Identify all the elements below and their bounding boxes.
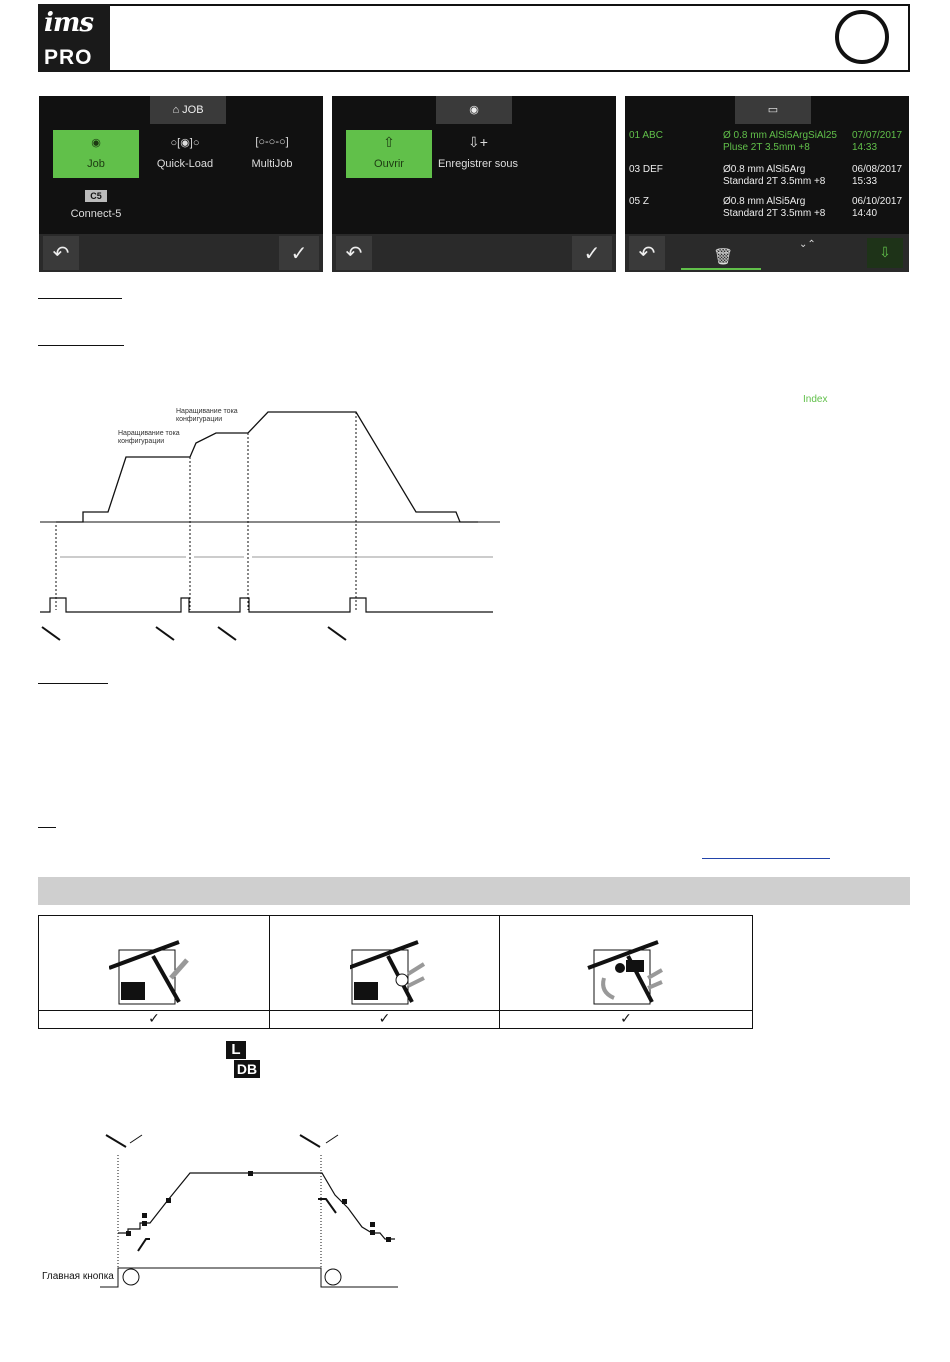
tile-connect5-label: Connect-5 — [70, 208, 122, 220]
heading-underline-1 — [38, 298, 122, 299]
tile-quick-load[interactable] — [143, 130, 227, 178]
heading-underline-4 — [38, 827, 56, 828]
confirm-button[interactable]: ✓ — [572, 236, 612, 270]
screen-job-menu — [39, 96, 323, 272]
connect5-badge: C5 — [85, 190, 107, 202]
annotation-ramp-2: Наращивание тока конфигурации — [176, 408, 238, 423]
target-icon: ◉ — [91, 137, 101, 149]
tab-job[interactable]: ⌂ JOB — [150, 96, 226, 124]
brand-logo — [38, 4, 110, 72]
check-mark: ✓ — [620, 1011, 632, 1027]
bottom-bar — [39, 234, 323, 272]
tile-quick-load-label: Quick-Load — [156, 158, 214, 170]
job-desc: Ø0.8 mm AlSi5Arg Standard 2T 3.5mm +8 — [723, 196, 826, 219]
job-date: 06/08/2017 15:33 — [852, 164, 903, 187]
torch-icon — [109, 938, 209, 1008]
tile-save-as[interactable] — [436, 130, 520, 178]
tile-open[interactable] — [346, 130, 432, 178]
section-bar — [38, 877, 910, 905]
target-icon: ◉ — [469, 104, 479, 116]
torch-cell-3 — [499, 915, 753, 1011]
link-underline[interactable] — [702, 858, 830, 859]
folder-icon: ▭ — [767, 104, 779, 116]
quick-load-icon: ○[◉]○ — [170, 137, 200, 149]
job-desc: Ø0.8 mm AlSi5Arg Standard 2T 3.5mm +8 — [723, 164, 826, 187]
torch-icon — [586, 938, 686, 1008]
page-header — [38, 4, 910, 72]
main-button-timing-diagram — [100, 1125, 410, 1295]
job-id: 05 Z — [629, 196, 650, 207]
save-as-icon: ⇩+ — [468, 134, 488, 150]
main-button-label: Главная кнопка — [42, 1271, 114, 1282]
annotation-ramp-1: Наращивание тока конфигурации — [118, 430, 180, 445]
list-icon — [681, 268, 761, 270]
tile-open-label: Ouvrir — [374, 158, 404, 170]
tab-folder[interactable] — [735, 96, 811, 124]
bottom-bar — [625, 234, 909, 405]
sort-arrows-icon[interactable]: ⌄⌃ — [799, 239, 816, 250]
back-button[interactable]: ↶ — [336, 236, 372, 270]
tile-multijob-label: MultiJob — [251, 158, 293, 170]
tile-multijob[interactable] — [229, 130, 315, 178]
back-button[interactable]: ↶ — [43, 236, 79, 270]
confirm-button[interactable]: ✓ — [279, 236, 319, 270]
job-id: 03 DEF — [629, 164, 663, 175]
job-date: 07/07/2017 14:33 — [852, 130, 903, 153]
logo-bottom-text: PRO — [44, 46, 93, 69]
back-button[interactable]: ↶ — [629, 236, 665, 270]
torch-trigger-icon — [42, 627, 346, 640]
tile-job-label: Job — [87, 158, 105, 170]
torch-press-icon — [106, 1135, 338, 1147]
folder-open-icon: ⇧ — [383, 134, 395, 150]
torch-compat-table — [38, 915, 753, 1029]
check-cell-2 — [269, 1010, 500, 1029]
index-label[interactable]: Index — [803, 394, 828, 405]
heading-underline-2 — [38, 345, 124, 346]
torch-cell-1 — [38, 915, 270, 1011]
tile-connect5[interactable] — [53, 184, 139, 228]
torch-cell-2 — [269, 915, 500, 1011]
check-mark: ✓ — [148, 1011, 160, 1027]
tab-target[interactable] — [436, 96, 512, 124]
multijob-icon: [○-○-○] — [255, 136, 289, 148]
tile-job[interactable] — [53, 130, 139, 178]
logo-top-text: ims — [44, 8, 94, 38]
screen-job-list — [625, 96, 909, 405]
check-cell-3 — [499, 1010, 753, 1029]
current-ramp-diagram — [38, 395, 508, 650]
check-mark: ✓ — [378, 1011, 391, 1027]
heading-underline-3 — [38, 683, 108, 684]
tile-save-as-label: Enregistrer sous — [437, 158, 519, 170]
job-date: 06/10/2017 14:40 — [852, 196, 903, 219]
check-cell-1 — [38, 1010, 270, 1029]
load-folder-icon[interactable]: ⇩ — [867, 238, 903, 268]
bottom-bar — [332, 234, 616, 272]
job-desc: Ø 0.8 mm AlSi5ArgSiAl25 Pluse 2T 3.5mm +8 — [723, 130, 837, 153]
screen-file-actions — [332, 96, 616, 272]
mode-db-icon: DB — [234, 1060, 260, 1078]
torch-icon — [350, 938, 450, 1008]
trash-icon[interactable]: 🗑 — [713, 247, 734, 266]
job-id: 01 ABC — [629, 130, 663, 141]
language-circle-badge — [835, 10, 889, 64]
mode-l-icon: L — [226, 1041, 246, 1059]
